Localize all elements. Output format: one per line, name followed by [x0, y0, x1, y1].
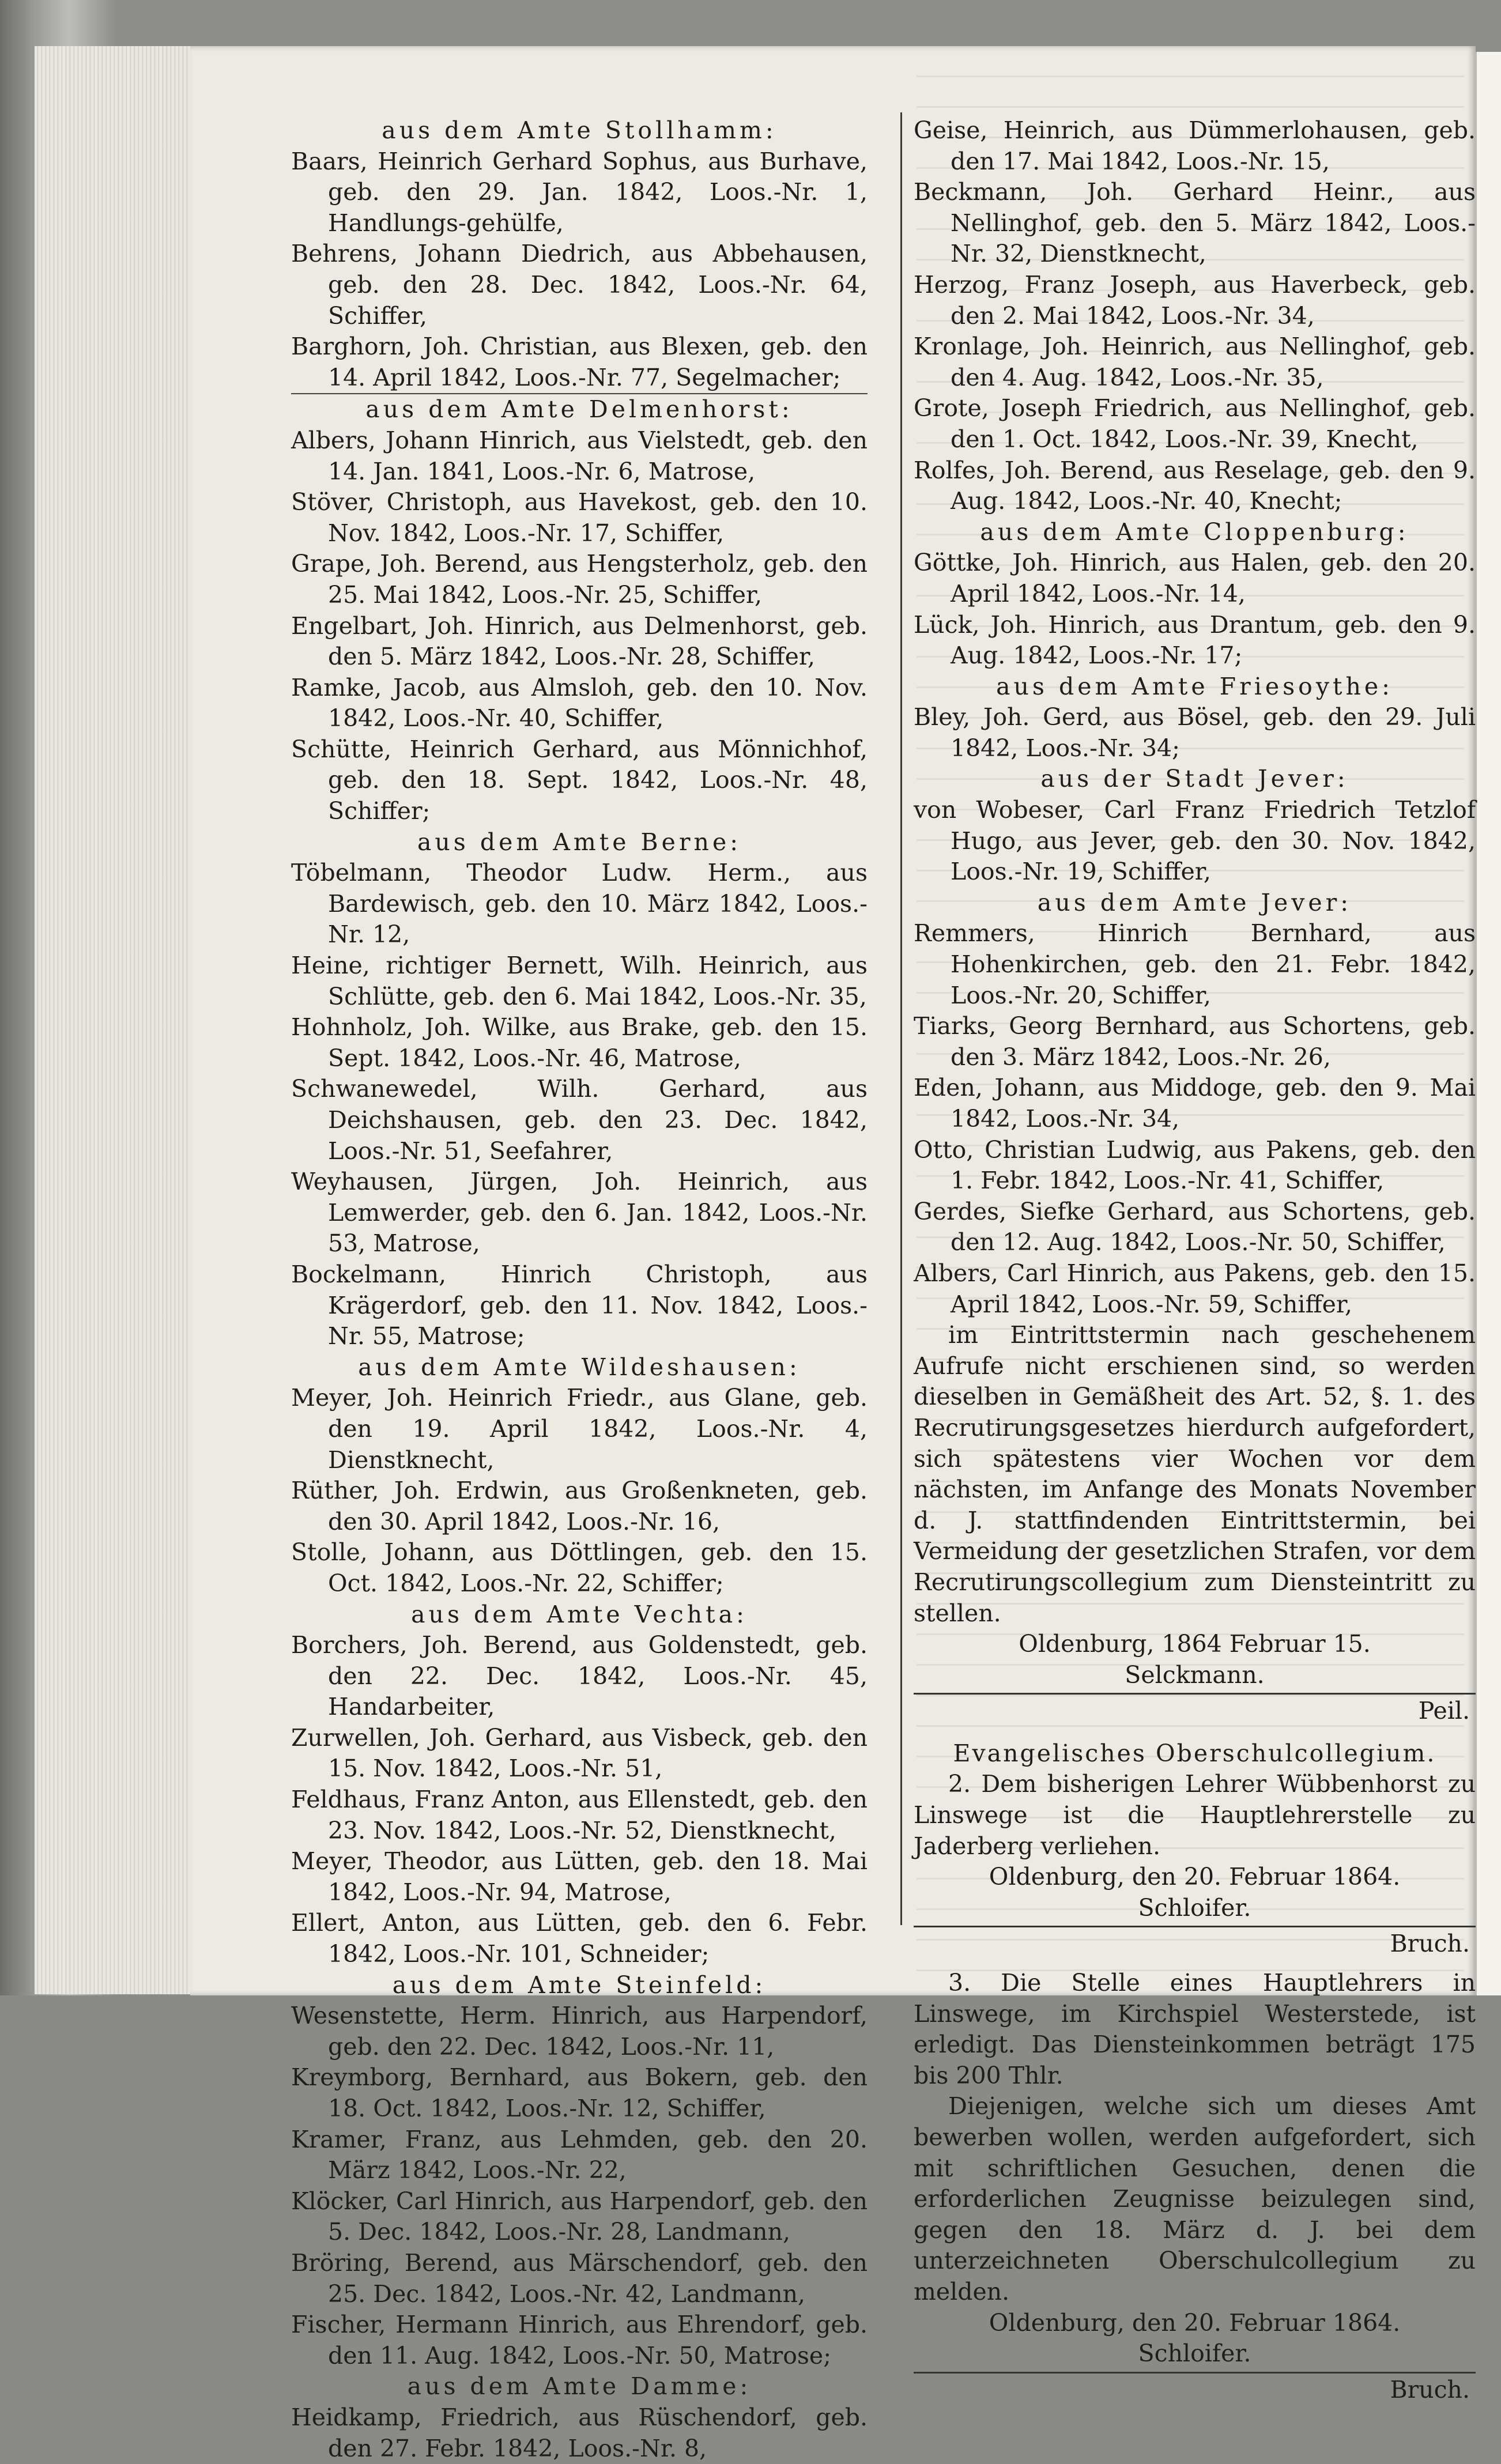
next-page-edge: [1476, 52, 1501, 1995]
authority-heading: Evangelisches Oberschulcollegium.: [953, 1739, 1436, 1767]
list-entry: Beckmann, Joh. Gerhard Heinr., aus Nellinghof, geb. den 5. März 1842, Loos.-Nr. 32, Dienstknecht,: [914, 178, 1476, 268]
list-entry: Bröring, Berend, aus Märschendorf, geb. den 25. Dec. 1842, Loos.-Nr. 42, Landmann,: [291, 2248, 868, 2308]
list-entry: Fischer, Hermann Hinrich, aus Ehrendorf, geb. den 11. Aug. 1842, Loos.-Nr. 50, Matrose;: [291, 2311, 868, 2369]
list-entry: Feldhaus, Franz Anton, aus Ellenstedt, geb. den 23. Nov. 1842, Loos.-Nr. 52, Dienstknecht,: [291, 1786, 868, 1844]
list-entry: Remmers, Hinrich Bernhard, aus Hohenkirchen, geb. den 21. Febr. 1842, Loos.-Nr. 20, Schiffer,: [914, 919, 1476, 1009]
section-heading: aus der Stadt Jever:: [1040, 765, 1349, 793]
list-entry: Schwanewedel, Wilh. Gerhard, aus Deichshausen, geb. den 23. Dec. 1842, Loos.-Nr. 51, Seefahrer,: [291, 1075, 868, 1165]
list-entry: Meyer, Joh. Heinrich Friedr., aus Glane, geb. den 19. April 1842, Loos.-Nr. 4, Dienstknecht,: [291, 1384, 868, 1474]
list-entry: Albers, Carl Hinrich, aus Pakens, geb. den 15. April 1842, Loos.-Nr. 59, Schiffer,: [914, 1259, 1476, 1318]
signer: Schloifer.: [1138, 1893, 1251, 1922]
list-entry: Kreymborg, Bernhard, aus Bokern, geb. den 18. Oct. 1842, Loos.-Nr. 12, Schiffer,: [291, 2063, 868, 2122]
list-entry: Engelbart, Joh. Hinrich, aus Delmenhorst, geb. den 5. März 1842, Loos.-Nr. 28, Schiffer,: [291, 612, 868, 671]
signer: Selckmann.: [1125, 1661, 1265, 1689]
list-entry: Geise, Heinrich, aus Dümmerlohausen, geb. den 17. Mai 1842, Loos.-Nr. 15,: [914, 116, 1476, 175]
section-heading: aus dem Amte Jever:: [1037, 888, 1352, 916]
signer: Schloifer.: [1138, 2340, 1251, 2368]
list-entry: Rüther, Joh. Erdwin, aus Großenkneten, geb. den 30. April 1842, Loos.-Nr. 16,: [291, 1477, 868, 1535]
rule: [914, 1693, 1476, 1695]
signer: Bruch.: [1390, 2375, 1470, 2403]
list-entry: Klöcker, Carl Hinrich, aus Harpendorf, geb. den 5. Dec. 1842, Loos.-Nr. 28, Landmann,: [291, 2187, 868, 2246]
list-entry: Behrens, Johann Diedrich, aus Abbehausen, geb. den 28. Dec. 1842, Loos.-Nr. 64, Schiffer,: [291, 240, 868, 330]
list-entry: Stöver, Christoph, aus Havekost, geb. den 10. Nov. 1842, Loos.-Nr. 17, Schiffer,: [291, 488, 868, 547]
right-column: [914, 115, 1476, 2405]
list-entry: Tiarks, Georg Bernhard, aus Schortens, geb. den 3. März 1842, Loos.-Nr. 26,: [914, 1012, 1476, 1071]
list-entry: Göttke, Joh. Hinrich, aus Halen, geb. den 20. April 1842, Loos.-Nr. 14,: [914, 549, 1476, 607]
list-entry: Heine, richtiger Bernett, Wilh. Heinrich, aus Schlütte, geb. den 6. Mai 1842, Loos.-Nr. 35,: [291, 952, 868, 1010]
section-heading: aus dem Amte Friesoythe:: [996, 672, 1393, 700]
list-entry: Bockelmann, Hinrich Christoph, aus Krägerdorf, geb. den 11. Nov. 1842, Loos.-Nr. 55, Matrose;: [291, 1260, 868, 1350]
list-entry: Eden, Johann, aus Middoge, geb. den 9. Mai 1842, Loos.-Nr. 34,: [914, 1074, 1476, 1133]
list-entry: Meyer, Theodor, aus Lütten, geb. den 18. Mai 1842, Loos.-Nr. 94, Matrose,: [291, 1847, 868, 1906]
date-line: Oldenburg, 1864 Februar 15.: [1019, 1630, 1371, 1658]
rule: [914, 1926, 1476, 1927]
list-entry: Grape, Joh. Berend, aus Hengsterholz, geb. den 25. Mai 1842, Loos.-Nr. 25, Schiffer,: [291, 550, 868, 609]
list-entry: Grote, Joseph Friedrich, aus Nellinghof, geb. den 1. Oct. 1842, Loos.-Nr. 39, Knecht,: [914, 394, 1476, 453]
signer: Bruch.: [1390, 1930, 1470, 1958]
list-entry: Otto, Christian Ludwig, aus Pakens, geb. den 1. Febr. 1842, Loos.-Nr. 41, Schiffer,: [914, 1135, 1476, 1195]
signer: Peil.: [1418, 1697, 1470, 1725]
list-entry: Schütte, Heinrich Gerhard, aus Mönnichhof, geb. den 18. Sept. 1842, Loos.-Nr. 48, Schiffer;: [291, 735, 868, 825]
section-heading: aus dem Amte Damme:: [407, 2372, 752, 2401]
list-entry: Baars, Heinrich Gerhard Sophus, aus Burhave, geb. den 29. Jan. 1842, Loos.-Nr. 1, Handlungs-gehülfe,: [291, 147, 868, 237]
right-entries: [914, 115, 1476, 1320]
list-entry: Rolfes, Joh. Berend, aus Reselage, geb. den 9. Aug. 1842, Loos.-Nr. 40, Knecht;: [914, 456, 1476, 515]
date-line: Oldenburg, den 20. Februar 1864.: [989, 1863, 1401, 1891]
notice-2: 2. Dem bisherigen Lehrer Wübbenhorst zu Linswege ist die Hauptlehrerstelle zu Jaderberg verliehen.: [914, 1770, 1476, 1860]
section-heading: aus dem Amte Wildeshausen:: [358, 1353, 801, 1381]
list-entry: Albers, Johann Hinrich, aus Vielstedt, geb. den 14. Jan. 1841, Loos.-Nr. 6, Matrose,: [291, 426, 868, 485]
list-entry: Stolle, Johann, aus Döttlingen, geb. den 15. Oct. 1842, Loos.-Nr. 22, Schiffer;: [291, 1538, 868, 1597]
list-entry: Heidkamp, Friedrich, aus Rüschendorf, geb. den 27. Febr. 1842, Loos.-Nr. 8,: [291, 2403, 868, 2462]
notice-3-continued: Diejenigen, welche sich um dieses Amt bewerben wollen, werden aufgefordert, sich mit schriftlichen Gesuchen, denen die erforderlichen Zeugnisse beizulegen sind, gegen den 18. März d. J. bei dem unterzeichneten Oberschulcollegium zu melden.: [914, 2092, 1476, 2305]
list-entry: Kramer, Franz, aus Lehmden, geb. den 20. März 1842, Loos.-Nr. 22,: [291, 2125, 868, 2184]
section-heading: aus dem Amte Steinfeld:: [392, 1971, 767, 1999]
list-entry: Borchers, Joh. Berend, aus Goldenstedt, geb. den 22. Dec. 1842, Loos.-Nr. 45, Handarbeiter,: [291, 1631, 868, 1721]
list-entry: Barghorn, Joh. Christian, aus Blexen, geb. den 14. April 1842, Loos.-Nr. 77, Segelmacher;: [291, 333, 868, 391]
list-entry: von Wobeser, Carl Franz Friedrich Tetzlof Hugo, aus Jever, geb. den 30. Nov. 1842, Loos.-Nr. 19, Schiffer,: [914, 796, 1476, 886]
section-heading: aus dem Amte Stollhamm:: [382, 116, 777, 144]
section-heading: aus dem Amte Vechta:: [411, 1600, 748, 1628]
rule: [914, 2372, 1476, 2374]
list-entry: Ramke, Jacob, aus Almsloh, geb. den 10. Nov. 1842, Loos.-Nr. 40, Schiffer,: [291, 673, 868, 733]
list-entry: Bley, Joh. Gerd, aus Bösel, geb. den 29. Juli 1842, Loos.-Nr. 34;: [914, 703, 1476, 762]
closing-paragraph: im Eintrittstermin nach geschehenem Aufrufe nicht erschienen sind, so werden dieselben in Gemäßheit des Art. 52, §. 1. des Recrutirungsgesetzes hierdurch aufgefordert, sich spätestens vier Wochen vor dem nächsten, im Anfange des Monats November d. J. stattfindenden Eintrittstermin, bei Vermeidung der gesetzlichen Strafen, vor dem Recrutirungscollegium zum Diensteintritt zu stellen.: [914, 1321, 1476, 1627]
section-heading: aus dem Amte Delmenhorst:: [291, 393, 868, 425]
list-entry: Zurwellen, Joh. Gerhard, aus Visbeck, geb. den 15. Nov. 1842, Loos.-Nr. 51,: [291, 1723, 868, 1783]
list-entry: Weyhausen, Jürgen, Joh. Heinrich, aus Lemwerder, geb. den 6. Jan. 1842, Loos.-Nr. 53, Matrose,: [291, 1168, 868, 1258]
date-line: Oldenburg, den 20. Februar 1864.: [989, 2308, 1401, 2337]
left-column: [291, 115, 868, 2464]
list-entry: Herzog, Franz Joseph, aus Haverbeck, geb. den 2. Mai 1842, Loos.-Nr. 34,: [914, 270, 1476, 330]
section-heading: aus dem Amte Berne:: [417, 828, 742, 856]
list-entry: Ellert, Anton, aus Lütten, geb. den 6. Febr. 1842, Loos.-Nr. 101, Schneider;: [291, 1909, 868, 1968]
list-entry: Lück, Joh. Hinrich, aus Drantum, geb. den 9. Aug. 1842, Loos.-Nr. 17;: [914, 610, 1476, 670]
column-divider: [900, 112, 902, 1925]
list-entry: Gerdes, Siefke Gerhard, aus Schortens, geb. den 12. Aug. 1842, Loos.-Nr. 50, Schiffer,: [914, 1197, 1476, 1256]
section-heading: aus dem Amte Cloppenburg:: [980, 518, 1409, 546]
list-entry: Wesenstette, Herm. Hinrich, aus Harpendorf, geb. den 22. Dec. 1842, Loos.-Nr. 11,: [291, 2002, 868, 2061]
list-entry: Hohnholz, Joh. Wilke, aus Brake, geb. den 15. Sept. 1842, Loos.-Nr. 46, Matrose,: [291, 1013, 868, 1072]
list-entry: Kronlage, Joh. Heinrich, aus Nellinghof, geb. den 4. Aug. 1842, Loos.-Nr. 35,: [914, 333, 1476, 391]
list-entry: Töbelmann, Theodor Ludw. Herm., aus Bardewisch, geb. den 10. März 1842, Loos.-Nr. 12,: [291, 859, 868, 949]
notice-3: 3. Die Stelle eines Hauptlehrers in Linswege, im Kirchspiel Westerstede, ist erledigt. Das Diensteinkommen beträgt 175 bis 200 Thlr.: [914, 1969, 1476, 2089]
